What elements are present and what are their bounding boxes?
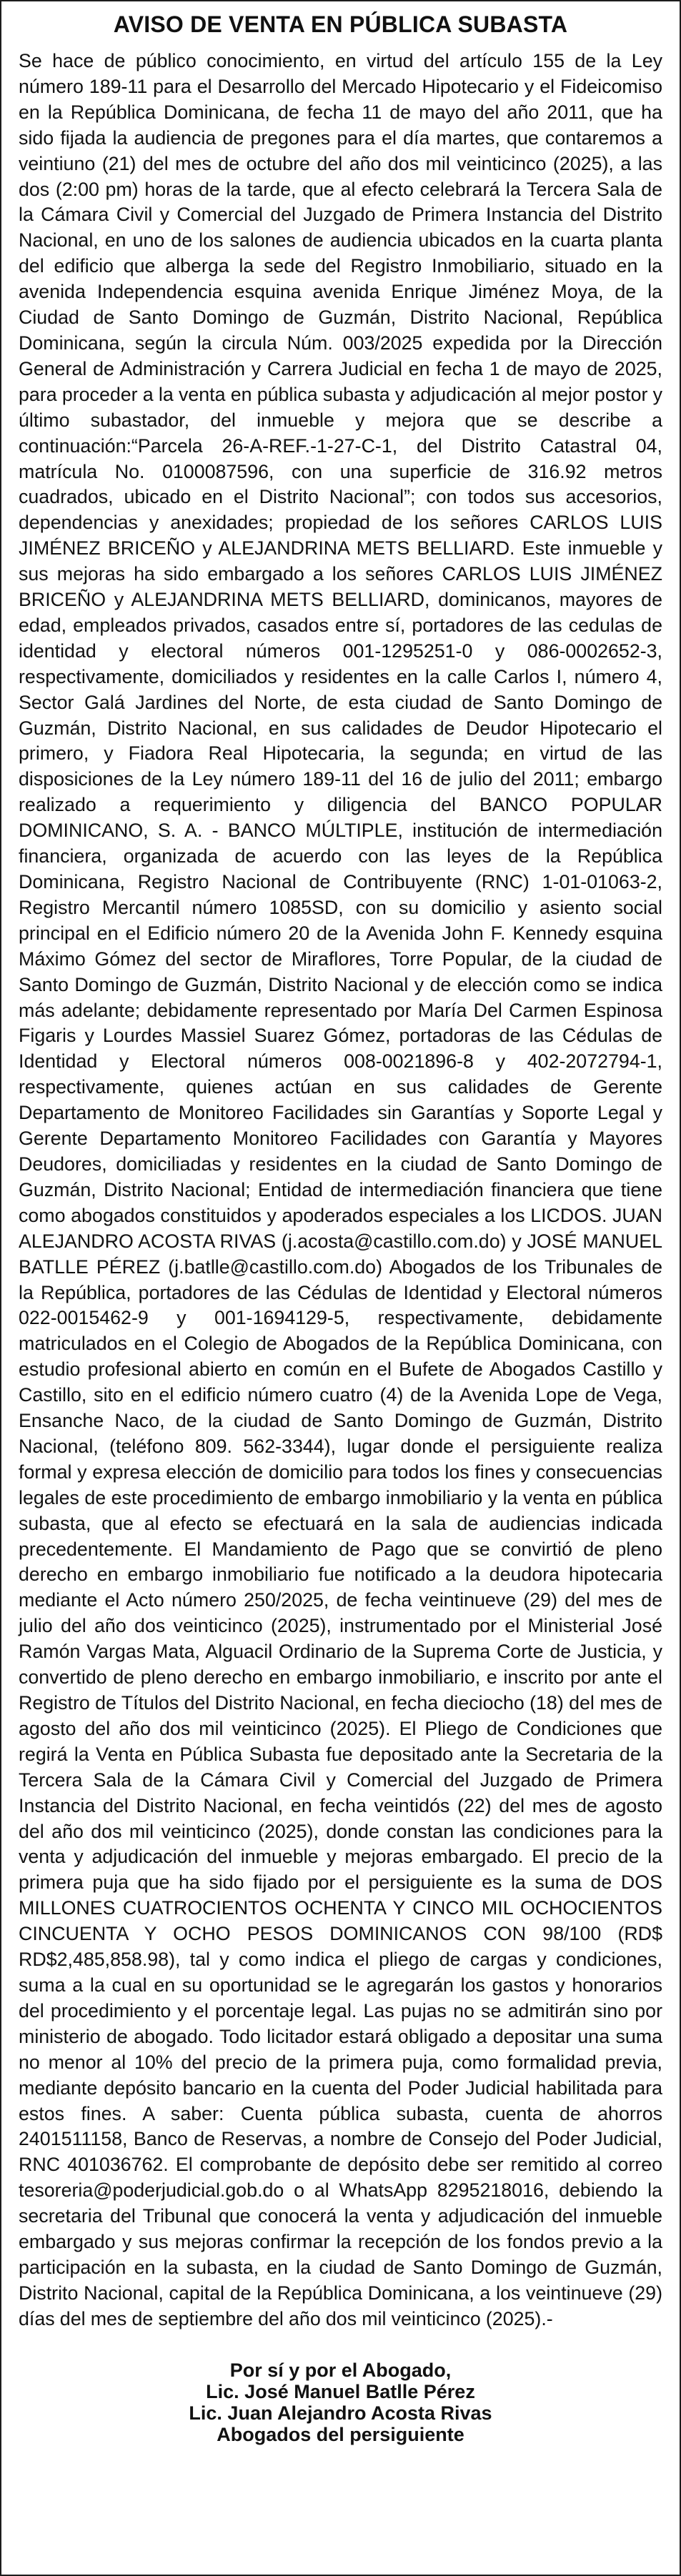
notice-body: Se hace de público conocimiento, en virtud del artículo 155 de la Ley número 189-11 para el Desarrollo del Mercado Hipotecario y el Fideicomiso en la República Dominicana, de fecha 11 de mayo del año 2011, que ha sido fijada la audiencia de pregones para el día martes, que contaremos a veintiuno (21) del mes de octubre del año dos mil veinticinco (2025), a las dos (2:00 pm) horas de la tarde, que al efecto celebrará la Tercera Sala de la Cámara Civil y Comercial del Juzgado de Primera Instancia del Distrito Nacional, en uno de los salones de audiencia ubicados en la cuarta planta del edificio que alberga la sede del Registro Inmobiliario, situado en la avenida Independencia esquina avenida Enrique Jiménez Moya, de la Ciudad de Santo Domingo de Guzmán, Distrito Nacional, República Dominicana, según la circula Núm. 003/2025 expedida por la Dirección General de Administración y Carrera Judicial en fecha 1 de mayo de 2025, para proceder a la venta en pública subasta y adjudicación al mejor postor y último subastador, del inmueble y mejora que se describe a continuación:“Parcela 26-A-REF.-1-27-C-1, del Distrito Catastral 04, matrícula No. 0100087596, con una superficie de 316.92 metros cuadrados, ubicado en el Distrito Nacional”; con todos sus accesorios, dependencias y anexidades; propiedad de los señores CARLOS LUIS JIMÉNEZ BRICEÑO y ALEJANDRINA METS BELLIARD. Este inmueble y sus mejoras ha sido embargado a los señores CARLOS LUIS JIMÉNEZ BRICEÑO y ALEJANDRINA METS BELLIARD, dominicanos, mayores de edad, empleados privados, casados entre sí, portadores de las cedulas de identidad y electoral números 001-1295251-0 y 086-0002652-3, respectivamente, domiciliados y residentes en la calle Carlos I, número 4, Sector Galá Jardines del Norte, de esta ciudad de Santo Domingo de Guzmán, Distrito Nacional, en sus calidades de Deudor Hipotecario el primero, y Fiadora Real Hipotecaria, la segunda; en virtud de las disposiciones de la Ley número 189-11 del 16 de julio del 2011; embargo realizado a requerimiento y diligencia del BANCO POPULAR DOMINICANO, S. A. - BANCO MÚLTIPLE, institución de intermediación financiera, organizada de acuerdo con las leyes de la República Dominicana, Registro Nacional de Contribuyente (RNC) 1-01-01063-2, Registro Mercantil número 1085SD, con su domicilio y asiento social principal en el Edificio número 20 de la Avenida John F. Kennedy esquina Máximo Gómez del sector de Miraflores, Torre Popular, de la ciudad de Santo Domingo de Guzmán, Distrito Nacional y de elección como se indica más adelante; debidamente representado por María Del Carmen Espinosa Figaris y Lourdes Massiel Suarez Gómez, portadoras de las Cédulas de Identidad y Electoral números 008-0021896-8 y 402-2072794-1, respectivamente, quienes actúan en sus calidades de Gerente Departamento de Monitoreo Facilidades sin Garantías y Soporte Legal y Gerente Departamento Monitoreo Facilidades con Garantía y Mayores Deudores, domiciliadas y residentes en la ciudad de Santo Domingo de Guzmán, Distrito Nacional; Entidad de intermediación financiera que tiene como abogados constituidos y apoderados especiales a los LICDOS. JUAN ALEJANDRO ACOSTA RIVAS (j.acosta@castillo.com.do) y JOSÉ MANUEL BATLLE PÉREZ (j.batlle@castillo.com.do) Abogados de los Tribunales de la República, portadores de las Cédulas de Identidad y Electoral números 022-0015462-9 y 001-1694129-5, respectivamente, debidamente matriculados en el Colegio de Abogados de la República Dominicana, con estudio profesional abierto en común en el Bufete de Abogados Castillo y Castillo, sito en el edificio número cuatro (4) de la Avenida Lope de Vega, Ensanche Naco, de la ciudad de Santo Domingo de Guzmán, Distrito Nacional, (teléfono 809. 562-3344), lugar donde el persiguiente realiza formal y expresa elección de domicilio para todos los fines y consecuencias legales de este procedimiento de embargo inmobiliario y la venta en pública subasta, que al efecto se efectuará en la sala de audiencias indicada precedentemente. El Mandamiento de Pago que se convirtió de pleno derecho en embargo inmobiliario fue notificado a la deudora hipotecaria mediante el Acto número 250/2025, de fecha veintinueve (29) del mes de julio del año dos veinticinco (2025), instrumentado por el Ministerial José Ramón Vargas Mata, Alguacil Ordinario de la Suprema Corte de Justicia, y convertido de pleno derecho en embargo inmobiliario, e inscrito por ante el Registro de Títulos del Distrito Nacional, en fecha dieciocho (18) del mes de agosto del año dos mil veinticinco (2025). El Pliego de Condiciones que regirá la Venta en Pública Subasta fue depositado ante la Secretaria de la Tercera Sala de la Cámara Civil y Comercial del Juzgado de Primera Instancia del Distrito Nacional, en fecha veintidós (22) del mes de agosto del año dos mil veinticinco (2025), donde constan las condiciones para la venta y adjudicación del inmueble y mejoras embargado. El precio de la primera puja que ha sido fijado por el persiguiente es la suma de DOS MILLONES CUATROCIENTOS OCHENTA Y CINCO MIL OCHOCIENTOS CINCUENTA Y OCHO PESOS DOMINICANOS CON 98/100 (RD$ RD$2,485,858.98), tal y como indica el pliego de cargas y condiciones, suma a la cual en su oportunidad se le agregarán los gastos y honorarios del procedimiento y el porcentaje legal. Las pujas no se admitirán sino por ministerio de abogado. Todo licitador estará obligado a depositar una suma no menor al 10% del precio de la primera puja, como formalidad previa, mediante depósito bancario en la cuenta del Poder Judicial habilitada para estos fines. A saber: Cuenta pública subasta, cuenta de ahorros 2401511158, Banco de Reservas, a nombre de Consejo del Poder Judicial, RNC 401036762. El comprobante de depósito debe ser remitido al correo tesoreria@poderjudicial.gob.do o al WhatsApp 8295218016, debiendo la secretaria del Tribunal que conocerá la venta y adjudicación del inmueble embargado y sus mejoras confirmar la recepción de los fondos previo a la participación en la subasta, en la ciudad de Santo Domingo de Guzmán, Distrito Nacional, capital de la República Dominicana, a los veintinueve (29) días del mes de septiembre del año dos mil veinticinco (2025).- <box>19 50 662 2329</box>
signature-line-3: Lic. Juan Alejandro Acosta Rivas <box>189 2402 492 2424</box>
signature-block <box>19 2359 662 2445</box>
signature-line-1: Por sí y por el Abogado, <box>229 2359 452 2381</box>
signature-line-2: Lic. José Manuel Batlle Pérez <box>206 2380 475 2402</box>
signature-line-4: Abogados del persiguiente <box>217 2423 464 2445</box>
notice-title: AVISO DE VENTA EN PÚBLICA SUBASTA <box>113 11 568 37</box>
